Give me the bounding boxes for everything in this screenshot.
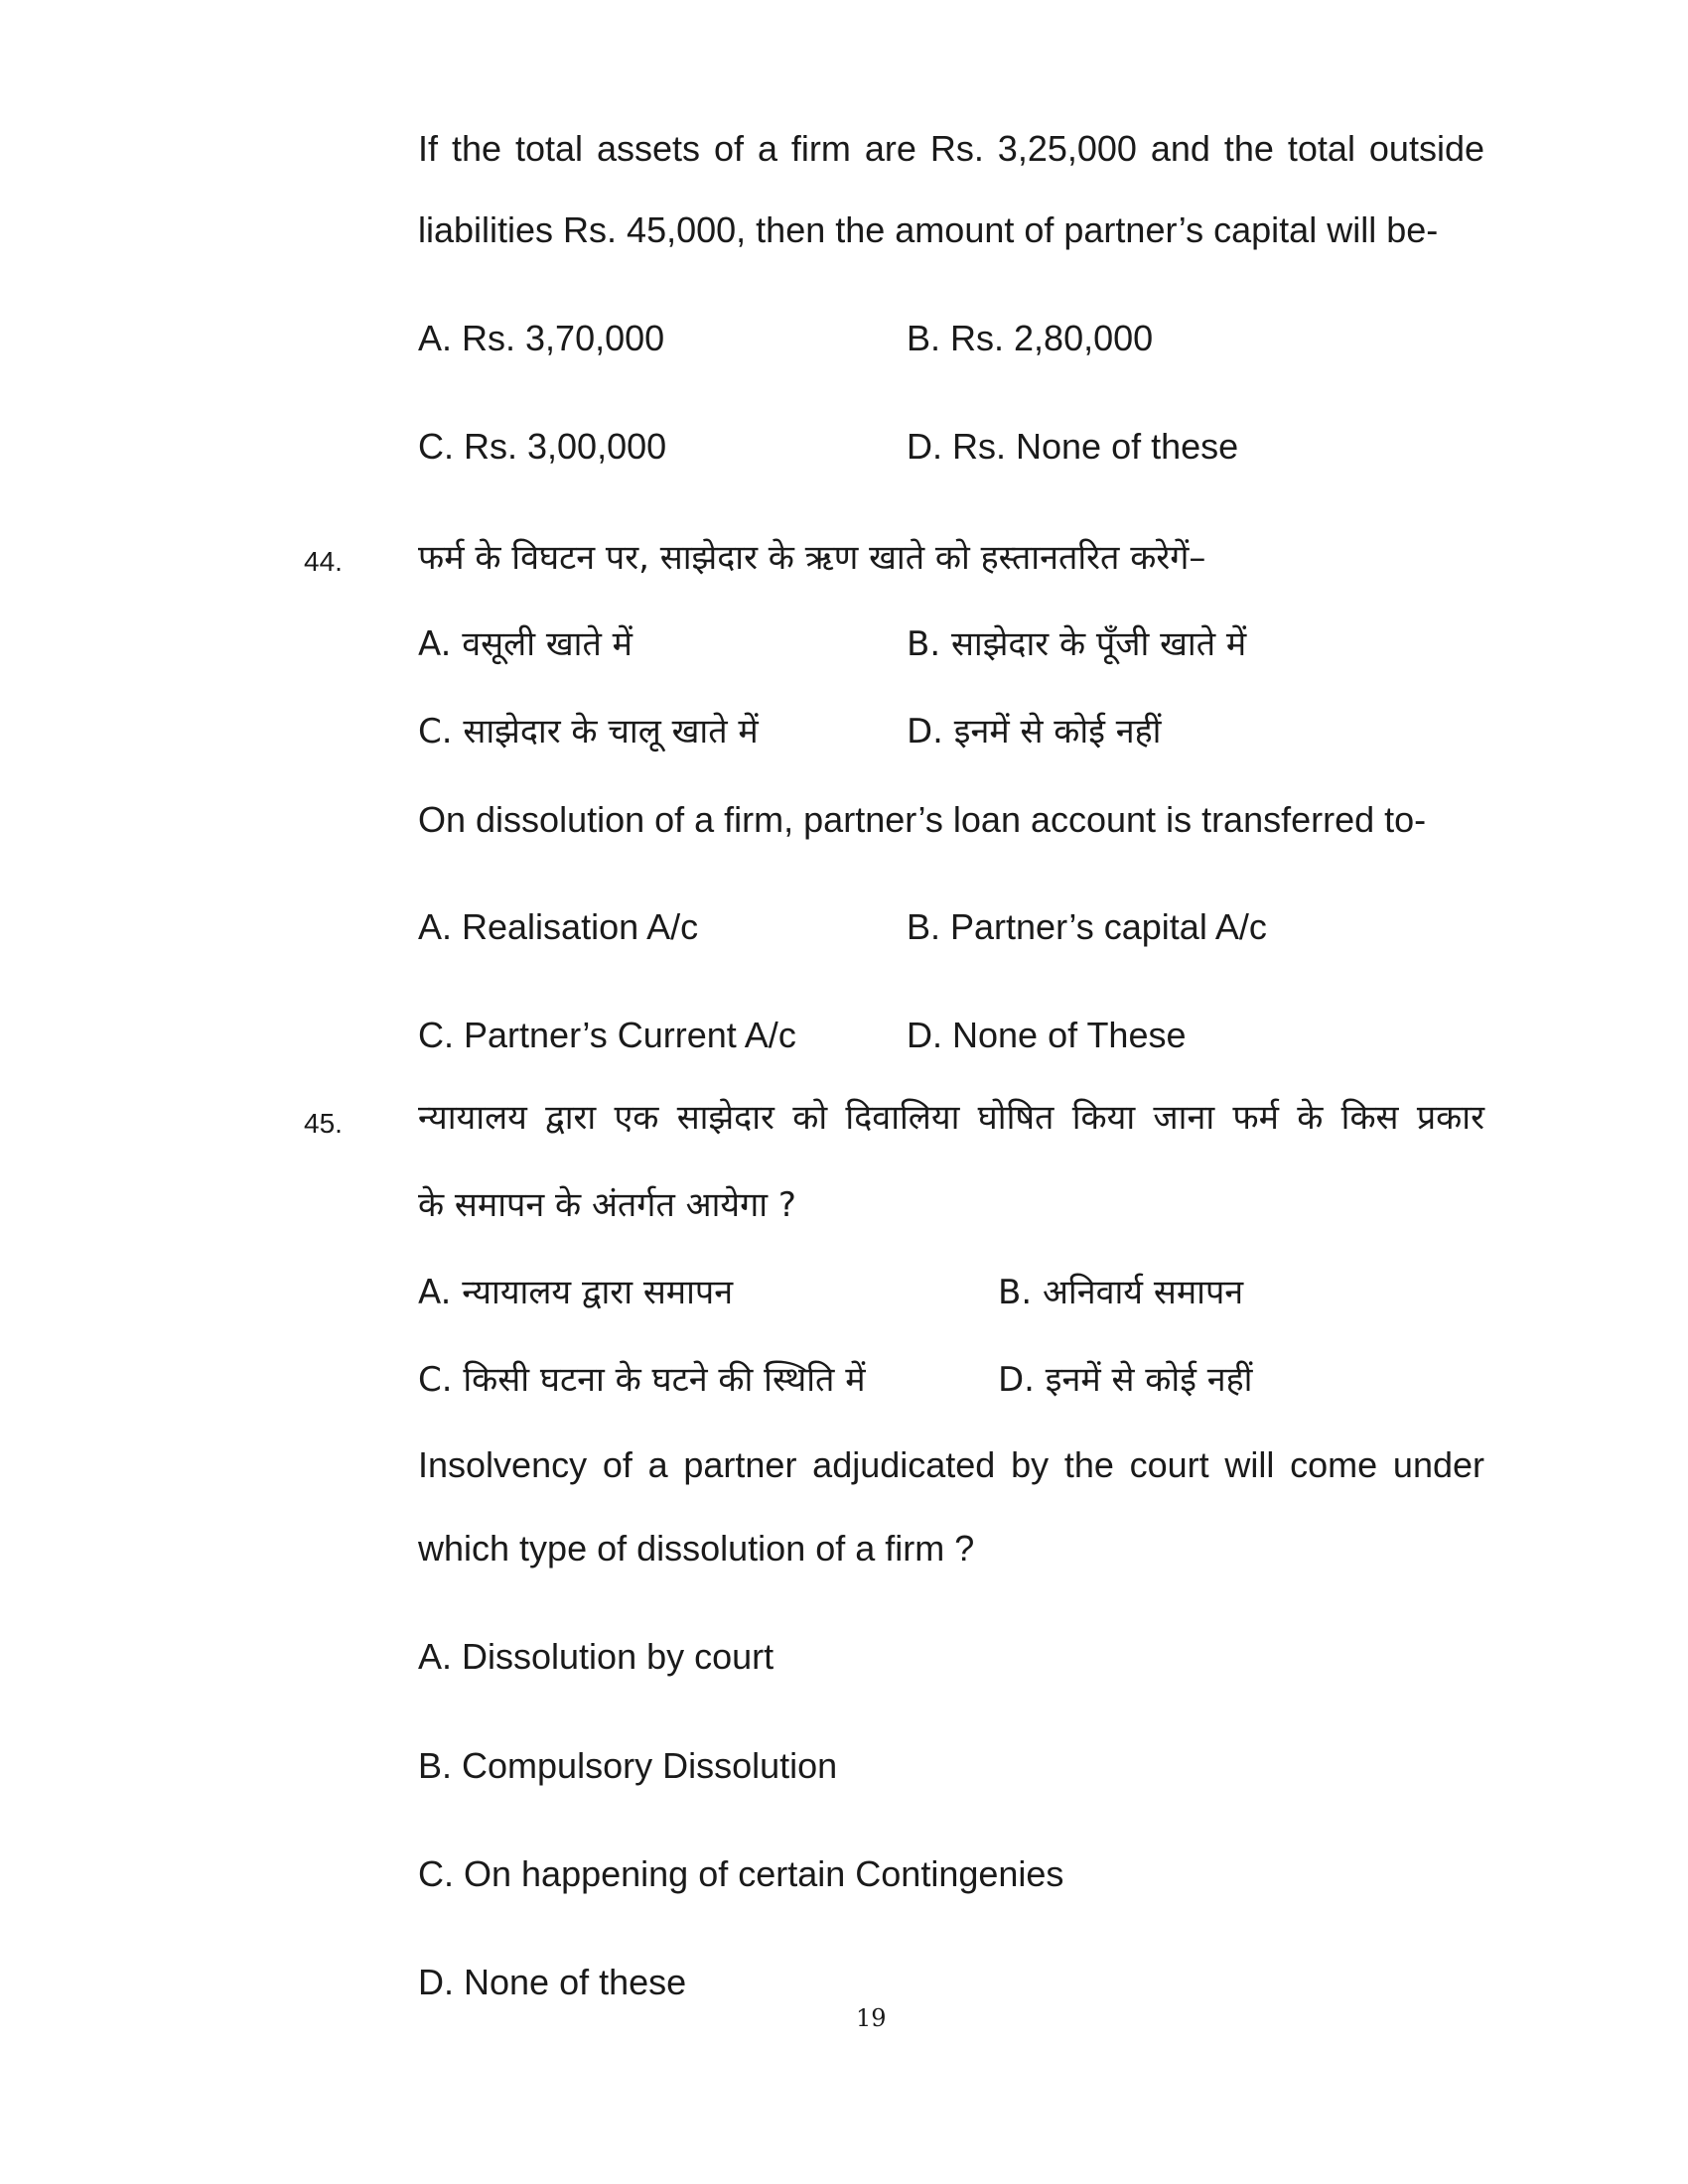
q45-english-option-a: A. Dissolution by court — [418, 1636, 774, 1677]
q45-english-question-line1: Insolvency of a partner adjudicated by the court will come under — [418, 1444, 1484, 1485]
q45-english-option-b: B. Compulsory Dissolution — [418, 1745, 838, 1786]
q44-hindi-option-d: D. इनमें से कोई नहीं — [907, 712, 1162, 751]
q45-hindi-question-line2: के समापन के अंतर्गत आयेगा ? — [418, 1185, 796, 1225]
q44-hindi-option-b: B. साझेदार के पूँजी खाते में — [907, 624, 1247, 664]
q45-english-question-line2: which type of dissolution of a firm ? — [418, 1528, 975, 1569]
prev-option-b: B. Rs. 2,80,000 — [907, 318, 1154, 358]
q44-hindi-option-c: C. साझेदार के चालू खाते में — [418, 712, 759, 751]
q45-english-option-c: C. On happening of certain Contingenies — [418, 1853, 1064, 1894]
q44-hindi-option-a: A. वसूली खाते में — [418, 624, 633, 664]
q45-hindi-option-b: B. अनिवार्य समापन — [998, 1273, 1244, 1312]
q44-english-option-c: C. Partner’s Current A/c — [418, 1015, 796, 1055]
q44-english-option-b: B. Partner’s capital A/c — [907, 906, 1267, 947]
prev-question-english-line2: liabilities Rs. 45,000, then the amount of partner’s capital will be- — [418, 209, 1439, 250]
prev-option-d: D. Rs. None of these — [907, 426, 1239, 467]
q44-english-question: On dissolution of a firm, partner’s loan account is transferred to- — [418, 799, 1427, 840]
q45-hindi-option-c: C. किसी घटना के घटने की स्थिति में — [418, 1360, 866, 1400]
question-number-44: 44. — [304, 546, 343, 577]
prev-question-english-line1: If the total assets of a firm are Rs. 3,25,000 and the total outside — [418, 128, 1484, 169]
q45-english-option-d: D. None of these — [418, 1962, 687, 2002]
page-number: 19 — [856, 2004, 887, 2032]
q45-hindi-question-line1: न्यायालय द्वारा एक साझेदार को दिवालिया घोषित किया जाना फर्म के किस प्रकार — [418, 1098, 1484, 1138]
prev-option-c: C. Rs. 3,00,000 — [418, 426, 667, 467]
q44-english-option-d: D. None of These — [907, 1015, 1187, 1055]
question-number-45: 45. — [304, 1108, 343, 1139]
q45-hindi-option-a: A. न्यायालय द्वारा समापन — [418, 1273, 734, 1312]
prev-option-a: A. Rs. 3,70,000 — [418, 318, 665, 358]
q44-english-option-a: A. Realisation A/c — [418, 906, 699, 947]
q45-hindi-option-d: D. इनमें से कोई नहीं — [998, 1360, 1253, 1400]
q44-hindi-question: फर्म के विघटन पर, साझेदार के ऋण खाते को हस्तानतरित करेगें– — [418, 538, 1206, 578]
